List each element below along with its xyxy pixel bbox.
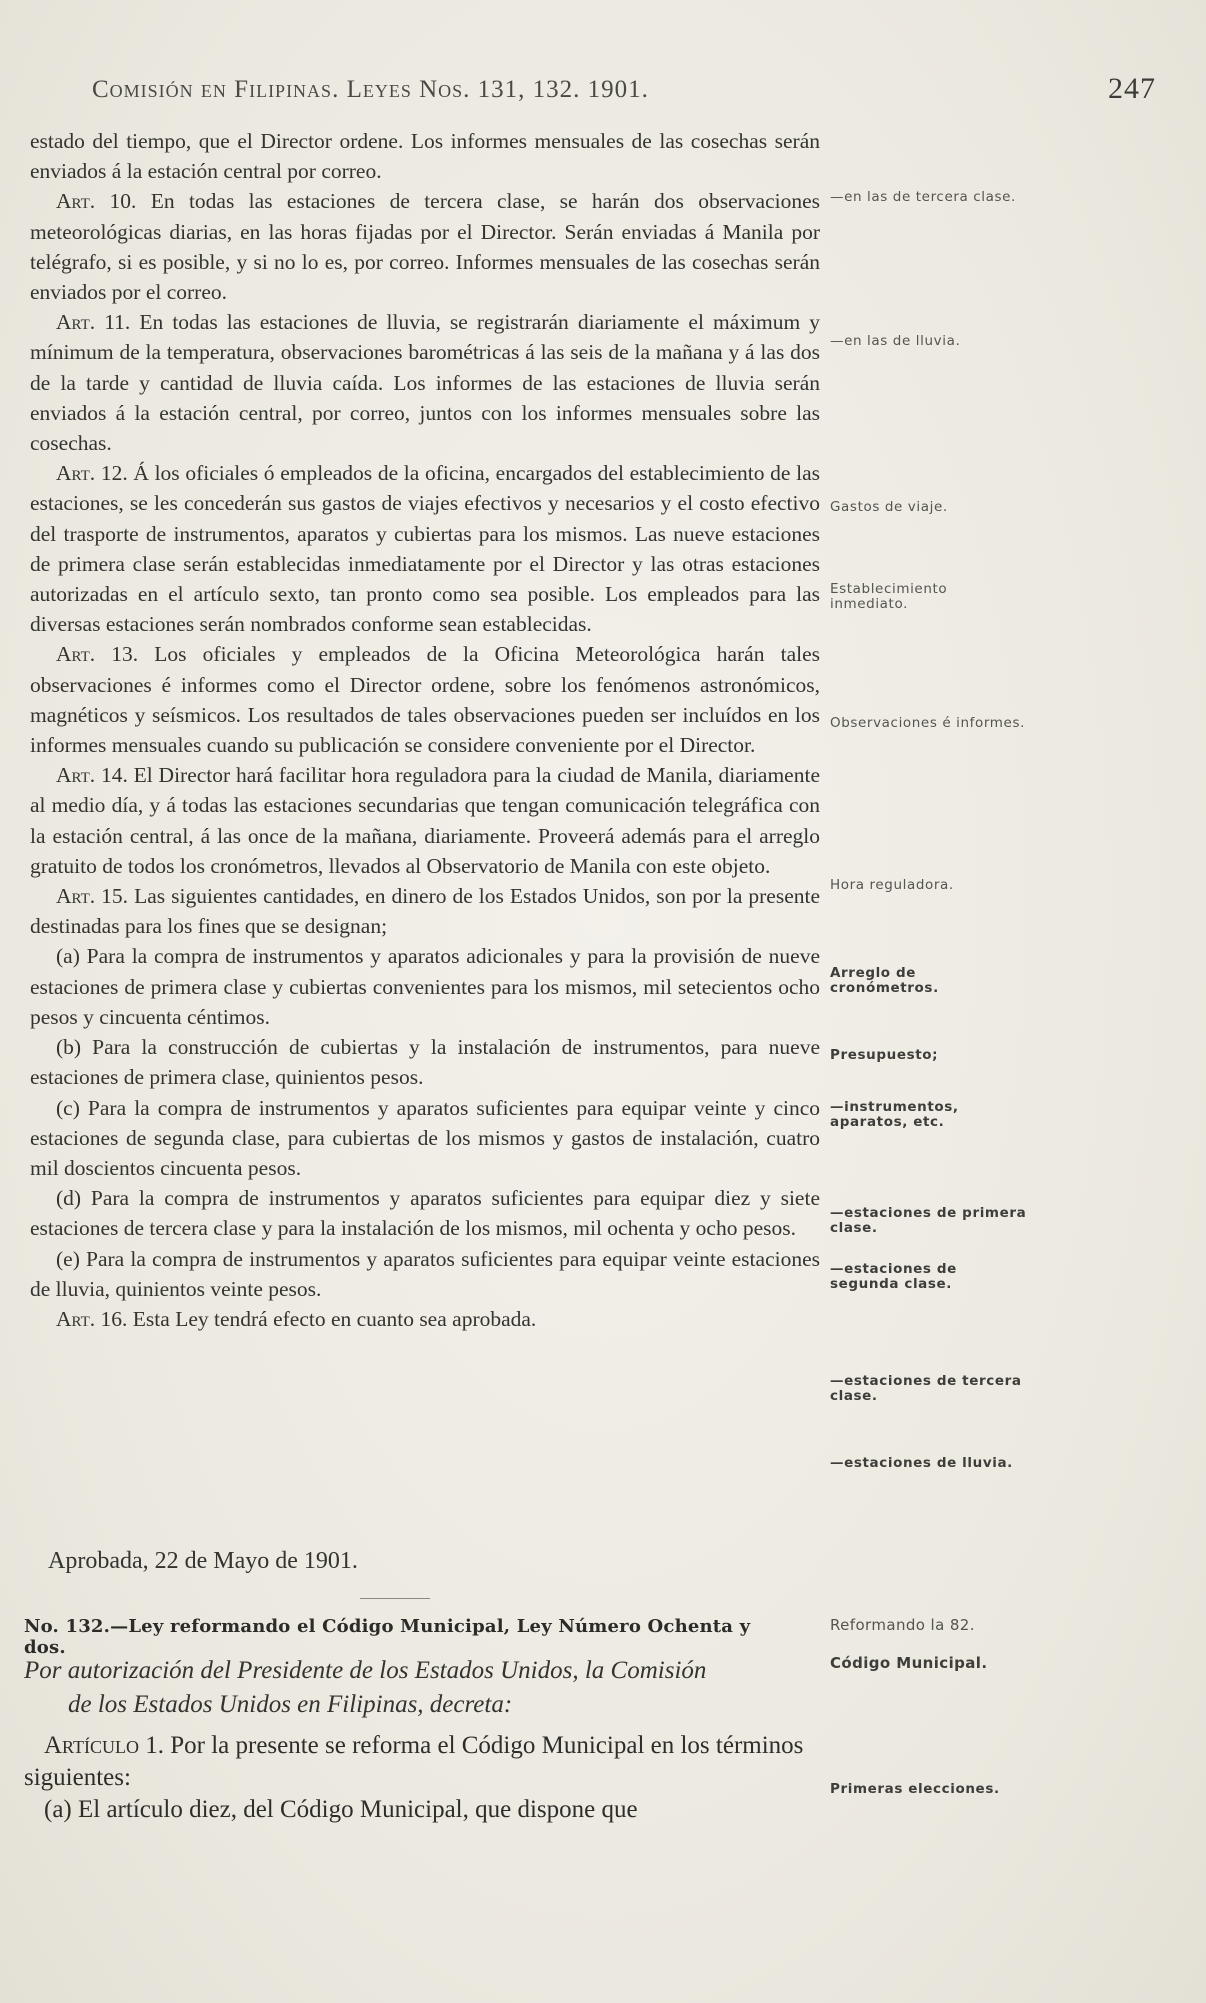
enacting-clause [24,1654,824,1722]
article-text: Los oficiales y empleados de la Oficina Meteorológica harán tales observaciones é informes como el Director ordene, sobre los fenómenos astronómicos, magnéticos y seísmicos. Los resultados de tales observaciones pueden ser incluídos en los informes mensuales cuando su publicación se considere conveniente por el Director. [30,642,820,758]
approval-date: Aprobada, 22 de Mayo de 1901. [48,1548,358,1574]
article-text: En todas las estaciones de tercera clase, se harán dos observaciones meteorológicas diarias, en las horas fijadas por el Director. Serán enviadas á Manila por telégrafo, si es posible, y si no lo es, por correo. Informes mensuales de las cosechas serán enviados por el correo. [30,189,820,305]
item-a: (a) Para la compra de instrumentos y aparatos adicionales y para la provisión de nueve estaciones de primera clase y cubiertas convenientes para los mismos, mil setecientos ocho pesos y cincuenta céntimos. [30,944,820,1029]
article-label: Art. 13. [56,642,139,667]
enacting-clause-line-2: de los Estados Unidos en Filipinas, decreta: [68,1691,513,1718]
article-12 [30,458,820,639]
article-label: Art. 11. [56,310,131,335]
margin-note: Código Municipal. [830,1654,988,1672]
article-11 [30,307,820,458]
item-d: (d) Para la compra de instrumentos y aparatos suficientes para equipar diez y siete estaciones de tercera clase y para la instalación de los mismos, mil ochenta y ocho pesos. [30,1186,820,1241]
article-label: Artículo 1. [44,1732,164,1759]
paragraph-continuation: estado del tiempo, que el Director ordene. Los informes mensuales de las cosechas serán enviados á la estación central por correo. [30,129,820,184]
article-text: El Director hará facilitar hora reguladora para la ciudad de Manila, diariamente al medio día, y á todas las estaciones secundarias que tengan comunicación telegráfica con la estación central, á las once de la mañana, diariamente. Proveerá además para el arreglo gratuito de todos los cronómetros, llevados al Observatorio de Manila con este objeto. [30,763,820,878]
article-10 [30,186,820,307]
margin-note: Gastos de viaje. [830,499,948,515]
section-divider [360,1598,430,1599]
margin-note: —en las de lluvia. [830,333,961,349]
margin-note: Presupuesto; [830,1047,939,1063]
margin-note: Establecimiento inmediato. [830,581,948,612]
article-text: En todas las estaciones de lluvia, se registrarán diariamente el máximum y mínimum de la temperatura, observaciones barométricas á las seis de la mañana y á las dos de la tarde y cantidad de lluvia caída. Los informes de las estaciones de lluvia serán enviados á la estación central, por correo, juntos con los informes mensuales sobre las cosechas. [30,310,820,456]
margin-note: Observaciones é informes. [830,715,1025,731]
margin-note: Primeras elecciones. [830,1781,1000,1797]
item-b: (b) Para la construcción de cubiertas y la instalación de instrumentos, para nueve estaciones de primera clase, quinientos pesos. [30,1035,820,1090]
article-label: Art. 14. [56,763,128,788]
margin-note: —en las de tercera clase. [830,189,1016,205]
article-label: Art. 10. [56,189,137,214]
running-title: Comisión en Filipinas. Leyes Nos. 131, 132. 1901. [92,76,649,103]
article-16 [30,1304,820,1334]
article-14 [30,760,820,881]
margin-note: —estaciones de tercera clase. [830,1373,1022,1404]
margin-note: Reformando la 82. [830,1616,975,1634]
margin-note: —estaciones de lluvia. [830,1455,1013,1471]
article-1-paragraph [24,1730,816,1794]
article-text: Las siguientes cantidades, en dinero de los Estados Unidos, son por la presente destinadas para los fines que se designan; [30,884,820,939]
enacting-clause-line-1: Por autorización del Presidente de los Estados Unidos, la Comisión [24,1657,707,1684]
item-c: (c) Para la compra de instrumentos y aparatos suficientes para equipar veinte y cinco estaciones de segunda clase, para cubiertas de los mismos y gastos de instalación, cuatro mil doscientos cincuenta pesos. [30,1095,820,1180]
article-text: Por la presente se reforma el Código Municipal en los términos siguientes: [24,1732,804,1791]
margin-note: Hora reguladora. [830,877,954,893]
article-text: Esta Ley tendrá efecto en cuanto sea aprobada. [127,1306,537,1331]
article-1 [24,1730,816,1826]
margin-note: —estaciones de primera clase. [830,1205,1027,1236]
page-header [92,72,1156,112]
article-label: Art. 12. [56,461,128,486]
law-heading: No. 132.—Ley reformando el Código Municipal, Ley Número Ochenta y dos. [24,1616,751,1658]
page-number: 247 [1108,72,1156,105]
item-e: (e) Para la compra de instrumentos y aparatos suficientes para equipar veinte estaciones de lluvia, quinientos veinte pesos. [30,1246,820,1301]
margin-note: —instrumentos, aparatos, etc. [830,1099,959,1130]
article-1-item-a: (a) El artículo diez, del Código Municipal, que dispone que [44,1796,638,1823]
article-label: Art. 16. [56,1306,128,1331]
article-label: Art. 15. [56,884,129,909]
article-text: Á los oficiales ó empleados de la oficina, encargados del establecimiento de las estaciones, se les concederán sus gastos de viajes efectivos y necesarios y el costo efectivo del trasporte de instrumentos, aparatos y cubiertas para los mismos. Las nueve estaciones de primera clase serán establecidas inmediatamente por el Director y las otras estaciones autorizadas en el artículo sexto, tan pronto como sea posible. Los empleados para las diversas estaciones serán nombrados conforme sean establecidas. [30,461,821,637]
article-13 [30,639,820,760]
margin-note: Arreglo de cronómetros. [830,965,939,996]
main-text [30,126,820,1334]
margin-note: —estaciones de segunda clase. [830,1261,957,1292]
article-15 [30,881,820,941]
